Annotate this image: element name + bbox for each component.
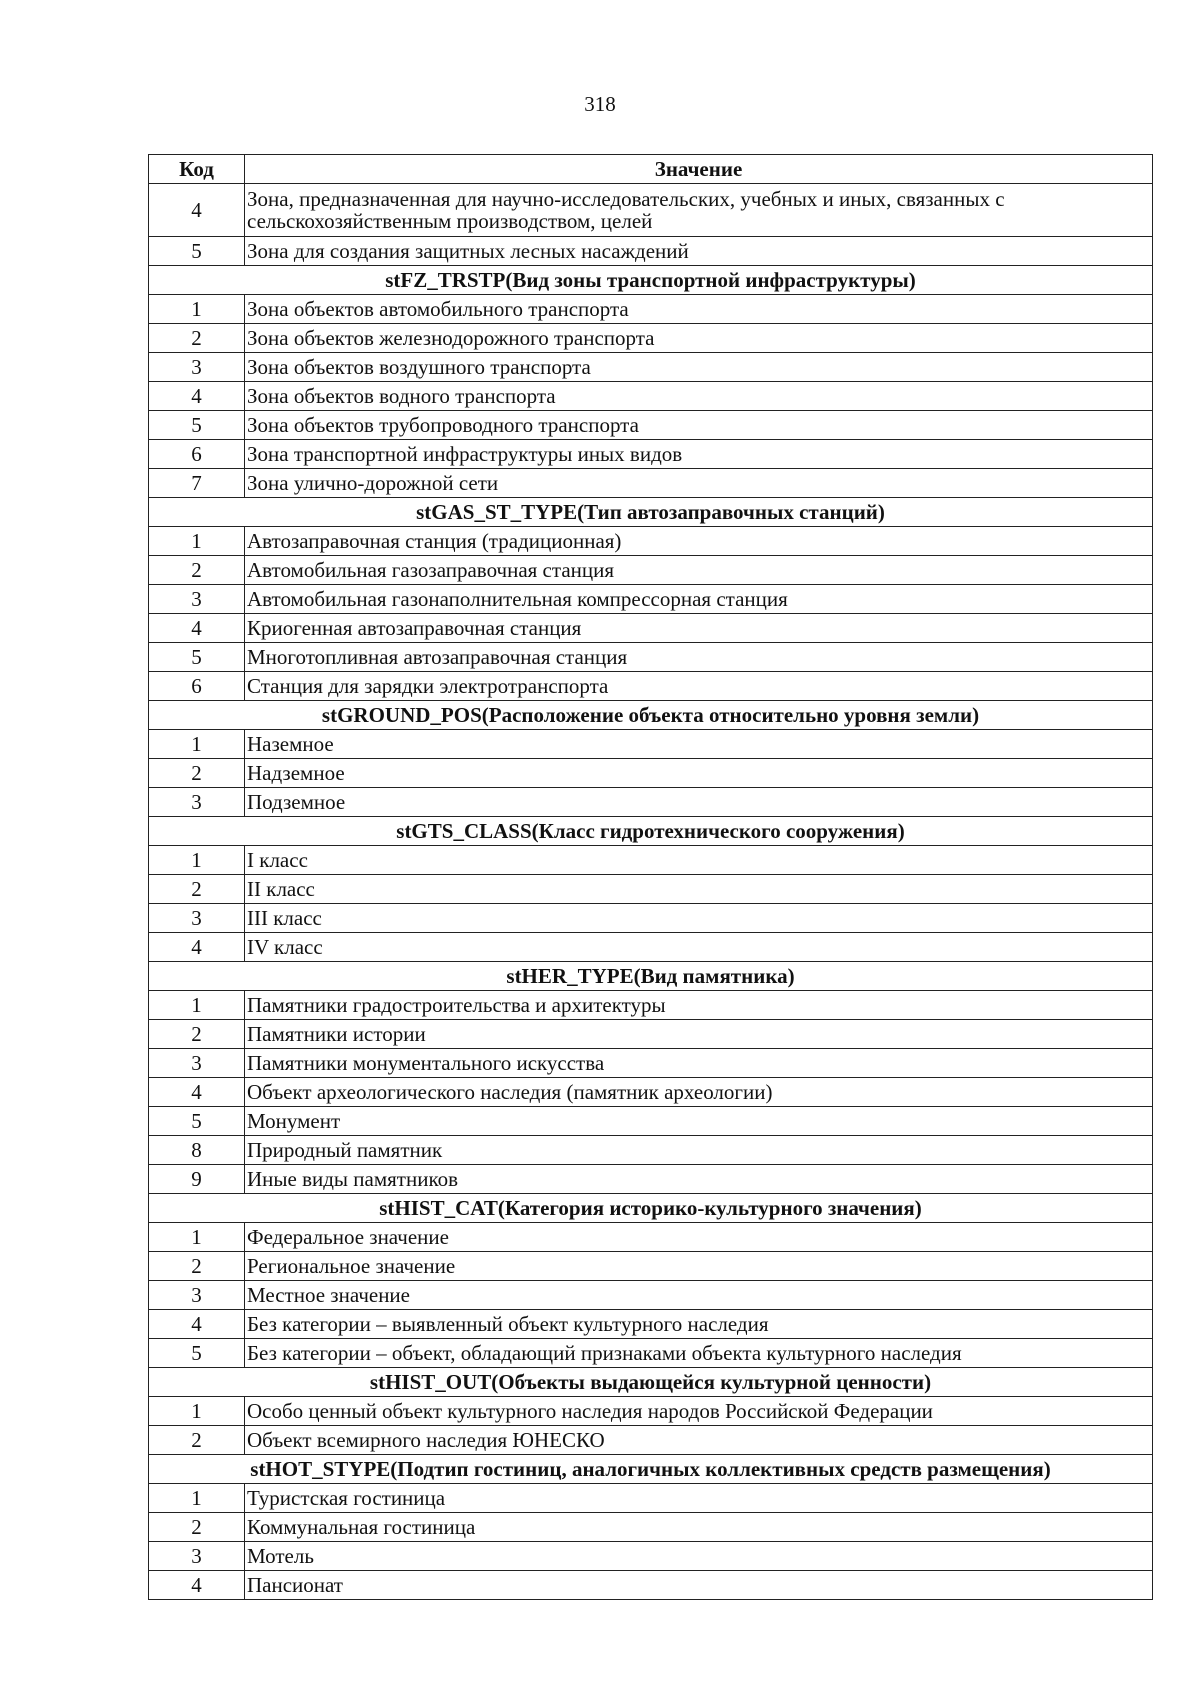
code-cell: 6: [149, 440, 245, 469]
table-row: [149, 184, 1153, 237]
code-cell: 1: [149, 1397, 245, 1426]
table-row: [149, 1397, 1153, 1426]
section-title: stHIST_OUT(Объекты выдающейся культурной ценности): [149, 1368, 1153, 1397]
table-row: [149, 614, 1153, 643]
value-cell: Зона для создания защитных лесных насаждений: [245, 237, 1153, 266]
code-cell: 1: [149, 1223, 245, 1252]
table-row: [149, 672, 1153, 701]
table-row: [149, 1310, 1153, 1339]
code-cell: 2: [149, 1020, 245, 1049]
code-cell: 2: [149, 1513, 245, 1542]
value-cell: Станция для зарядки электротранспорта: [245, 672, 1153, 701]
value-cell: Объект археологического наследия (памятник археологии): [245, 1078, 1153, 1107]
code-cell: 2: [149, 1426, 245, 1455]
header-value: Значение: [245, 155, 1153, 184]
code-cell: 5: [149, 1339, 245, 1368]
value-cell: II класс: [245, 875, 1153, 904]
table-row: [149, 933, 1153, 962]
value-cell: Зона объектов воздушного транспорта: [245, 353, 1153, 382]
code-cell: 1: [149, 730, 245, 759]
table-row: [149, 1571, 1153, 1600]
code-cell: 4: [149, 184, 245, 237]
table-row: [149, 904, 1153, 933]
table-row: [149, 1484, 1153, 1513]
code-cell: 2: [149, 324, 245, 353]
table-header-row: [149, 155, 1153, 184]
value-cell: Мотель: [245, 1542, 1153, 1571]
value-cell: Наземное: [245, 730, 1153, 759]
table-row: [149, 527, 1153, 556]
value-cell: Зона объектов водного транспорта: [245, 382, 1153, 411]
table-body: [149, 184, 1153, 1600]
value-cell: Зона объектов трубопроводного транспорта: [245, 411, 1153, 440]
section-row: [149, 1368, 1153, 1397]
code-cell: 6: [149, 672, 245, 701]
table-row: [149, 759, 1153, 788]
table-row: [149, 556, 1153, 585]
section-row: [149, 962, 1153, 991]
value-cell: Иные виды памятников: [245, 1165, 1153, 1194]
code-cell: 4: [149, 614, 245, 643]
header-code: Код: [149, 155, 245, 184]
table-row: [149, 788, 1153, 817]
section-row: [149, 266, 1153, 295]
table-row: [149, 846, 1153, 875]
table-row: [149, 1223, 1153, 1252]
code-cell: 3: [149, 1281, 245, 1310]
value-cell: Многотопливная автозаправочная станция: [245, 643, 1153, 672]
code-cell: 5: [149, 643, 245, 672]
value-cell: Особо ценный объект культурного наследия народов Российской Федерации: [245, 1397, 1153, 1426]
code-cell: 5: [149, 411, 245, 440]
table-row: [149, 382, 1153, 411]
code-cell: 1: [149, 295, 245, 324]
code-cell: 2: [149, 1252, 245, 1281]
value-cell: Автомобильная газозаправочная станция: [245, 556, 1153, 585]
table-row: [149, 1542, 1153, 1571]
table-row: [149, 1252, 1153, 1281]
table-row: [149, 237, 1153, 266]
table-row: [149, 991, 1153, 1020]
value-cell: I класс: [245, 846, 1153, 875]
table-row: [149, 1339, 1153, 1368]
value-cell: IV класс: [245, 933, 1153, 962]
table-row: [149, 1107, 1153, 1136]
section-title: stHIST_CAT(Категория историко-культурного значения): [149, 1194, 1153, 1223]
value-cell: III класс: [245, 904, 1153, 933]
code-cell: 2: [149, 759, 245, 788]
table-row: [149, 1513, 1153, 1542]
value-cell: Объект всемирного наследия ЮНЕСКО: [245, 1426, 1153, 1455]
table-row: [149, 730, 1153, 759]
table-row: [149, 324, 1153, 353]
page-number: 318: [584, 92, 616, 116]
table-row: [149, 295, 1153, 324]
code-cell: 4: [149, 933, 245, 962]
code-cell: 1: [149, 846, 245, 875]
section-row: [149, 1194, 1153, 1223]
section-title: stHOT_STYPE(Подтип гостиниц, аналогичных коллективных средств размещения): [149, 1455, 1153, 1484]
code-cell: 7: [149, 469, 245, 498]
value-cell: Туристская гостиница: [245, 1484, 1153, 1513]
section-title: stFZ_TRSTP(Вид зоны транспортной инфраструктуры): [149, 266, 1153, 295]
table-row: [149, 1078, 1153, 1107]
table-row: [149, 1165, 1153, 1194]
value-cell: Монумент: [245, 1107, 1153, 1136]
value-cell: Памятники истории: [245, 1020, 1153, 1049]
code-cell: 3: [149, 353, 245, 382]
value-cell: Коммунальная гостиница: [245, 1513, 1153, 1542]
value-cell: Надземное: [245, 759, 1153, 788]
code-cell: 3: [149, 1049, 245, 1078]
value-cell: Автомобильная газонаполнительная компрессорная станция: [245, 585, 1153, 614]
codes-table: [148, 154, 1153, 1600]
value-cell: Автозаправочная станция (традиционная): [245, 527, 1153, 556]
table-row: [149, 411, 1153, 440]
value-cell: Памятники градостроительства и архитектуры: [245, 991, 1153, 1020]
code-cell: 9: [149, 1165, 245, 1194]
value-cell: Без категории – объект, обладающий признаками объекта культурного наследия: [245, 1339, 1153, 1368]
code-cell: 1: [149, 991, 245, 1020]
value-cell: Пансионат: [245, 1571, 1153, 1600]
section-title: stGAS_ST_TYPE(Тип автозаправочных станций): [149, 498, 1153, 527]
value-cell: Подземное: [245, 788, 1153, 817]
table-row: [149, 643, 1153, 672]
value-cell: Зона объектов автомобильного транспорта: [245, 295, 1153, 324]
code-cell: 2: [149, 556, 245, 585]
value-cell: Региональное значение: [245, 1252, 1153, 1281]
table-row: [149, 1426, 1153, 1455]
table-row: [149, 1049, 1153, 1078]
table-row: [149, 440, 1153, 469]
code-cell: 3: [149, 585, 245, 614]
code-cell: 4: [149, 1078, 245, 1107]
table-row: [149, 1136, 1153, 1165]
table-row: [149, 1281, 1153, 1310]
value-cell: Зона объектов железнодорожного транспорта: [245, 324, 1153, 353]
table-row: [149, 353, 1153, 382]
code-cell: 2: [149, 875, 245, 904]
value-cell: Федеральное значение: [245, 1223, 1153, 1252]
code-cell: 4: [149, 1310, 245, 1339]
value-cell: Зона транспортной инфраструктуры иных видов: [245, 440, 1153, 469]
code-cell: 5: [149, 237, 245, 266]
code-cell: 5: [149, 1107, 245, 1136]
code-cell: 8: [149, 1136, 245, 1165]
section-row: [149, 498, 1153, 527]
value-cell: Зона улично-дорожной сети: [245, 469, 1153, 498]
table-row: [149, 469, 1153, 498]
section-title: stHER_TYPE(Вид памятника): [149, 962, 1153, 991]
code-cell: 4: [149, 382, 245, 411]
value-cell: Природный памятник: [245, 1136, 1153, 1165]
section-title: stGTS_CLASS(Класс гидротехнического сооружения): [149, 817, 1153, 846]
value-cell: Памятники монументального искусства: [245, 1049, 1153, 1078]
section-row: [149, 701, 1153, 730]
value-cell: Зона, предназначенная для научно-исследовательских, учебных и иных, связанных с сельскохозяйственным производством, целей: [245, 184, 1153, 237]
table-row: [149, 875, 1153, 904]
code-cell: 3: [149, 788, 245, 817]
code-cell: 1: [149, 527, 245, 556]
section-title: stGROUND_POS(Расположение объекта относительно уровня земли): [149, 701, 1153, 730]
table-row: [149, 585, 1153, 614]
code-cell: 1: [149, 1484, 245, 1513]
table-row: [149, 1020, 1153, 1049]
code-cell: 3: [149, 904, 245, 933]
code-cell: 4: [149, 1571, 245, 1600]
code-cell: 3: [149, 1542, 245, 1571]
value-cell: Местное значение: [245, 1281, 1153, 1310]
value-cell: Криогенная автозаправочная станция: [245, 614, 1153, 643]
section-row: [149, 1455, 1153, 1484]
section-row: [149, 817, 1153, 846]
value-cell: Без категории – выявленный объект культурного наследия: [245, 1310, 1153, 1339]
